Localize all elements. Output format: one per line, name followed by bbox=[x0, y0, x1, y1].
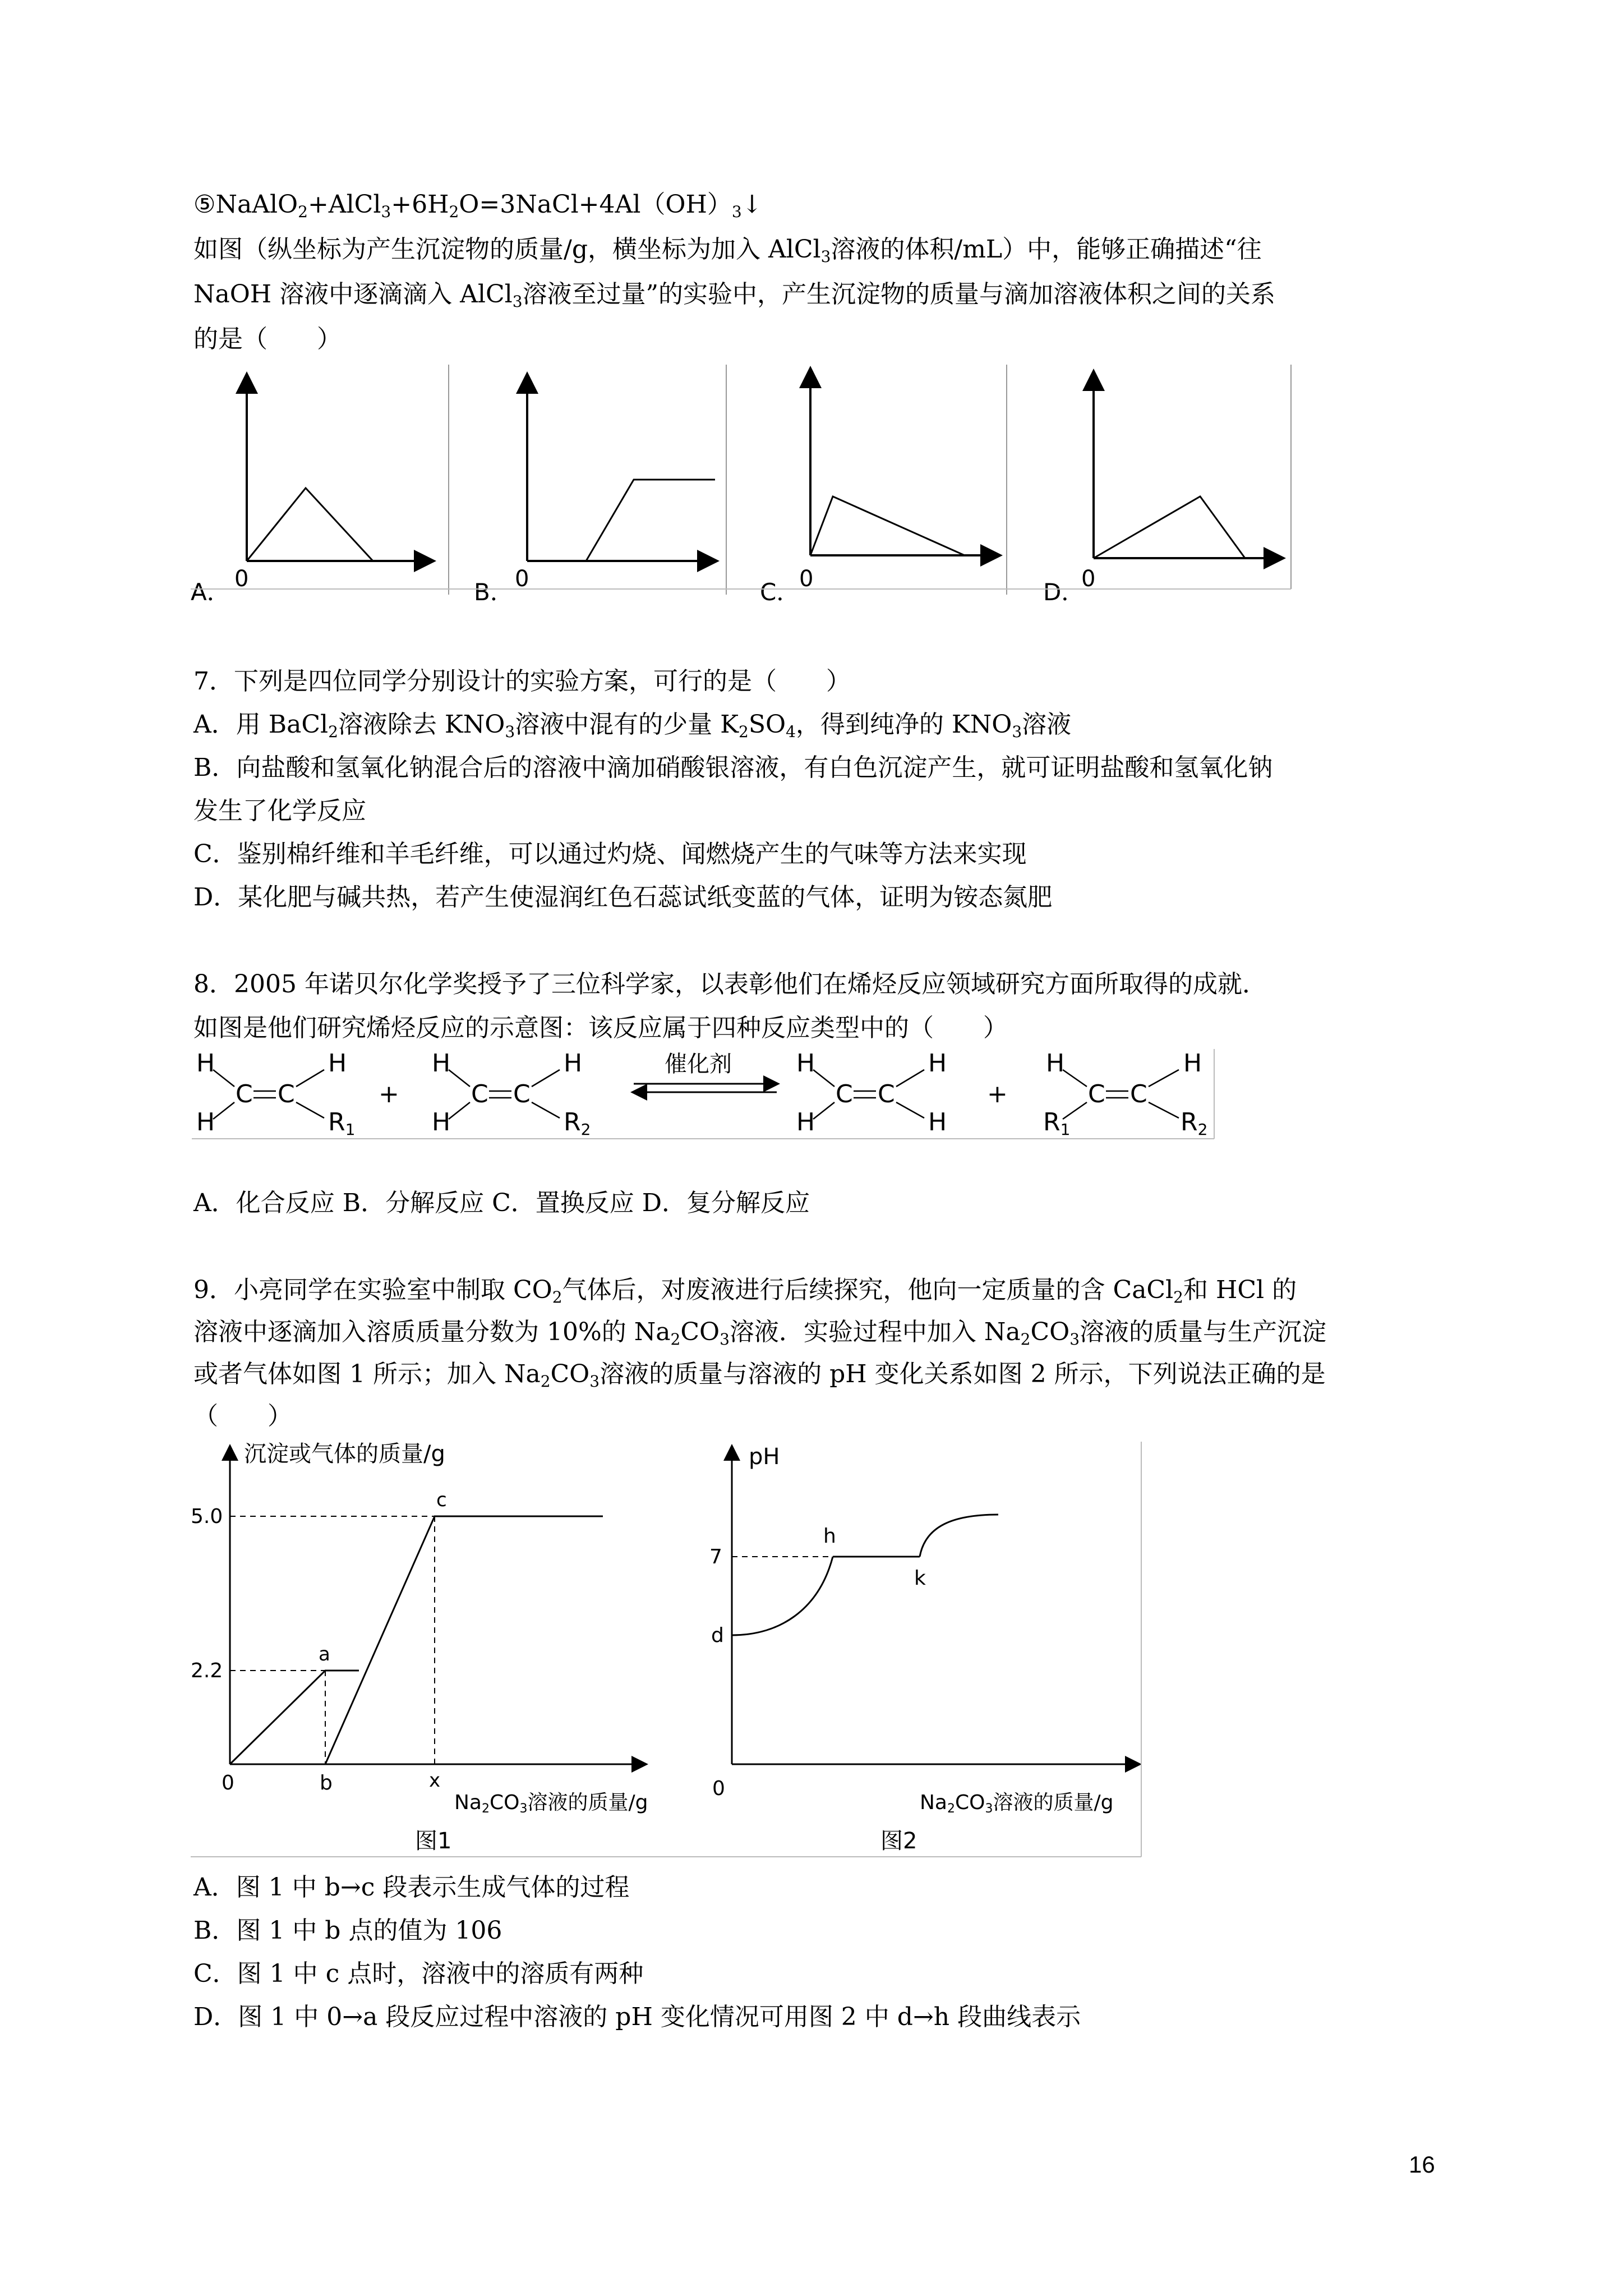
graph-a-option: A． bbox=[191, 578, 230, 606]
plus-sign-2: + bbox=[987, 1080, 1008, 1108]
svg-text:C: C bbox=[278, 1080, 295, 1108]
q7-option-d: D．某化肥与碱共热，若产生使湿润红色石蕊试纸变蓝的气体，证明为铵态氮肥 bbox=[193, 883, 1053, 912]
svg-text:H: H bbox=[432, 1108, 451, 1137]
graph-b-option: B． bbox=[474, 578, 514, 606]
graph-b-origin: 0 bbox=[515, 566, 529, 592]
svg-text:C: C bbox=[513, 1080, 531, 1108]
graph-c-option: C． bbox=[760, 578, 800, 606]
fig1-point-c: c bbox=[436, 1489, 447, 1511]
fig2-point-k: k bbox=[914, 1567, 926, 1590]
q9-stem-line4: （ ） bbox=[193, 1402, 292, 1430]
svg-text:C: C bbox=[878, 1080, 895, 1108]
equilibrium-arrow bbox=[634, 1051, 777, 1092]
svg-text:C: C bbox=[236, 1080, 253, 1108]
fig1-y-axis-label: 沉淀或气体的质量/g bbox=[244, 1441, 445, 1467]
fig1-caption: 图1 bbox=[415, 1828, 452, 1854]
svg-text:R2: R2 bbox=[1181, 1108, 1208, 1139]
q9-stem-line2: 溶液中逐滴加入溶质质量分数为 10%的 $Na_2CO_3$溶液．实验过程中加入 $Na_2CO_3$溶液的质量与生产沉淀 bbox=[193, 1318, 1327, 1349]
figure-2 bbox=[709, 1444, 1138, 1854]
svg-text:R1: R1 bbox=[1043, 1108, 1071, 1139]
graph-c-origin: 0 bbox=[799, 566, 814, 592]
graph-d bbox=[1043, 365, 1291, 606]
molecule-4 bbox=[1043, 1049, 1207, 1139]
equation-5: $⑤NaAlO_2+AlCl_3+6H_2O=3NaCl+4Al(OH)_3↓$ bbox=[193, 190, 763, 221]
graph-c bbox=[760, 365, 1007, 606]
fig1-gas-curve bbox=[230, 1671, 359, 1764]
svg-text:H: H bbox=[928, 1108, 947, 1137]
svg-text:H: H bbox=[328, 1049, 347, 1078]
graph-d-option: D． bbox=[1043, 578, 1085, 606]
fig1-tick-2.2: 2.2 bbox=[191, 1659, 223, 1682]
graph-b-curve bbox=[586, 480, 715, 561]
graph-c-curve bbox=[810, 496, 965, 555]
molecule-1 bbox=[196, 1049, 355, 1139]
olefin-reaction-diagram bbox=[191, 1046, 1217, 1147]
graph-d-curve bbox=[1094, 496, 1245, 558]
q6-text-line3: 的是（ ） bbox=[193, 325, 342, 353]
fig1-point-a: a bbox=[319, 1643, 330, 1665]
svg-text:H: H bbox=[928, 1049, 947, 1078]
q8-stem-line2: 如图是他们研究烯烃反应的示意图：该反应属于四种反应类型中的（ ） bbox=[193, 1014, 1008, 1042]
molecule-3 bbox=[796, 1049, 947, 1137]
fig2-point-d: d bbox=[711, 1624, 724, 1647]
fig2-point-h: h bbox=[823, 1525, 836, 1548]
fig2-curve-d-h bbox=[732, 1557, 833, 1635]
q7-option-b-line1: B．向盐酸和氢氧化钠混合后的溶液中滴加硝酸银溶液，有白色沉淀产生，就可证明盐酸和氢氧化钠 bbox=[193, 753, 1273, 782]
fig1-precipitate-curve bbox=[325, 1516, 603, 1764]
q9-figures bbox=[191, 1436, 1144, 1862]
svg-text:H: H bbox=[1046, 1049, 1065, 1078]
q9-option-a: A．图 1 中 b→c 段表示生成气体的过程 bbox=[193, 1873, 630, 1902]
q7-stem: 7．下列是四位同学分别设计的实验方案，可行的是（ ） bbox=[193, 667, 851, 696]
fig2-caption: 图2 bbox=[880, 1828, 917, 1854]
graph-a-origin: 0 bbox=[234, 566, 249, 592]
graph-a-curve bbox=[247, 488, 373, 561]
q9-option-d: D．图 1 中 0→a 段反应过程中溶液的 pH 变化情况可用图 2 中 d→h 段曲线表示 bbox=[193, 2003, 1081, 2031]
graph-a bbox=[191, 365, 449, 606]
fig2-curve-after-k bbox=[920, 1515, 998, 1557]
svg-text:C: C bbox=[1130, 1080, 1147, 1108]
molecule-2 bbox=[432, 1049, 591, 1139]
q8-stem-line1: 8．2005 年诺贝尔化学奖授予了三位科学家，以表彰他们在烯烃反应领域研究方面所取得的成就． bbox=[193, 970, 1267, 999]
fig2-y-axis-label: pH bbox=[749, 1444, 780, 1470]
graph-b bbox=[474, 365, 726, 606]
q9-stem-line3: 或者气体如图 1 所示；加入 $Na_2CO_3$溶液的质量与溶液的 pH 变化关系如图 2 所示，下列说法正确的是 bbox=[193, 1360, 1326, 1391]
fig1-origin: 0 bbox=[222, 1772, 234, 1795]
q9-option-b: B．图 1 中 b 点的值为 106 bbox=[193, 1916, 502, 1945]
svg-text:R2: R2 bbox=[564, 1108, 591, 1139]
q8-options: A．化合反应 B．分解反应 C．置换反应 D．复分解反应 bbox=[193, 1189, 810, 1217]
svg-text:H: H bbox=[196, 1049, 215, 1078]
page-number: 16 bbox=[1409, 2151, 1435, 2178]
graph-d-origin: 0 bbox=[1081, 566, 1096, 592]
plus-sign-1: + bbox=[379, 1080, 399, 1108]
svg-text:C: C bbox=[471, 1080, 488, 1108]
q9-option-c: C．图 1 中 c 点时，溶液中的溶质有两种 bbox=[193, 1959, 644, 1988]
q6-text-line2: NaOH 溶液中逐滴滴入 AlCl$_3$溶液至过量”的实验中，产生沉淀物的质量与滴加溶液体积之间的关系 bbox=[193, 280, 1276, 311]
svg-text:R1: R1 bbox=[328, 1108, 356, 1139]
q7-option-a: A．用 BaCl$_2$溶液除去 $KNO_3$溶液中混有的少量 $K_2SO_4$，得到纯净的 $KNO_3$溶液 bbox=[193, 710, 1072, 741]
fig1-tick-5.0: 5.0 bbox=[191, 1505, 223, 1528]
svg-text:C: C bbox=[1088, 1080, 1105, 1108]
q7-option-b-line2: 发生了化学反应 bbox=[193, 797, 366, 825]
svg-text:H: H bbox=[796, 1049, 815, 1078]
svg-text:H: H bbox=[564, 1049, 583, 1078]
figure-1 bbox=[191, 1441, 648, 1854]
svg-text:H: H bbox=[432, 1049, 451, 1078]
fig1-x-axis-label: Na2CO3溶液的质量/g bbox=[454, 1791, 648, 1816]
q6-answer-graphs bbox=[191, 359, 1312, 611]
catalyst-label: 催化剂 bbox=[665, 1051, 732, 1077]
svg-text:H: H bbox=[1183, 1049, 1202, 1078]
svg-text:H: H bbox=[796, 1108, 815, 1137]
svg-text:C: C bbox=[836, 1080, 853, 1108]
fig2-origin: 0 bbox=[712, 1777, 725, 1800]
q7-option-c: C．鉴别棉纤维和羊毛纤维，可以通过灼烧、闻燃烧产生的气味等方法来实现 bbox=[193, 840, 1027, 868]
q6-text-line1: 如图（纵坐标为产生沉淀物的质量/g，横坐标为加入 AlCl$_3$溶液的体积/mL）中，能够正确描述“往 bbox=[193, 235, 1262, 266]
fig2-tick-7: 7 bbox=[709, 1545, 722, 1568]
fig2-x-axis-label: Na2CO3溶液的质量/g bbox=[920, 1791, 1114, 1816]
fig1-point-b: b bbox=[320, 1772, 333, 1795]
q9-stem-line1: 9．小亮同学在实验室中制取 $CO_2$气体后，对废液进行后续探究，他向一定质量的含 CaCl$_2$和 HCl 的 bbox=[193, 1276, 1297, 1306]
svg-text:H: H bbox=[196, 1108, 215, 1137]
fig1-point-x: x bbox=[429, 1769, 441, 1792]
